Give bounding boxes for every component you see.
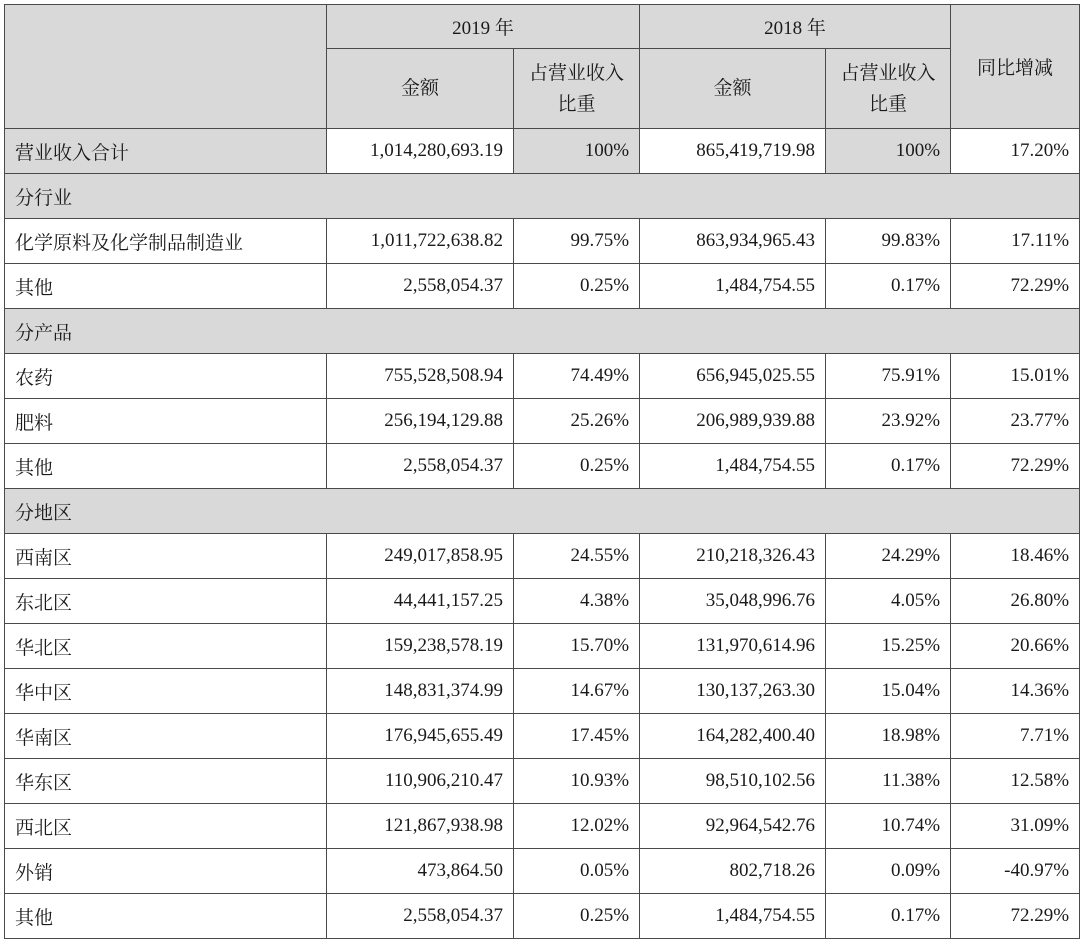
- table-row: [5, 399, 1080, 444]
- revenue-table: [4, 4, 1080, 939]
- row-amount-2019: 256,194,129.88: [327, 399, 514, 444]
- row-share-2018: 15.25%: [826, 624, 951, 669]
- header-amount-2018: 金额: [640, 49, 826, 129]
- row-amount-2018: 98,510,102.56: [640, 759, 826, 804]
- row-label: 其他: [5, 894, 327, 939]
- table-row: [5, 624, 1080, 669]
- table-row: [5, 669, 1080, 714]
- row-yoy: 72.29%: [951, 894, 1080, 939]
- row-amount-2019: 159,238,578.19: [327, 624, 514, 669]
- total-row: [5, 129, 1080, 174]
- row-label: 肥料: [5, 399, 327, 444]
- row-amount-2018: 210,218,326.43: [640, 534, 826, 579]
- total-share-2019: 100%: [514, 129, 640, 174]
- row-yoy: 20.66%: [951, 624, 1080, 669]
- row-yoy: 72.29%: [951, 264, 1080, 309]
- section-title: 分地区: [5, 489, 1080, 534]
- row-share-2019: 24.55%: [514, 534, 640, 579]
- table-row: [5, 219, 1080, 264]
- total-amount-2018: 865,419,719.98: [640, 129, 826, 174]
- row-share-2018: 0.17%: [826, 894, 951, 939]
- row-share-2019: 99.75%: [514, 219, 640, 264]
- row-yoy: -40.97%: [951, 849, 1080, 894]
- row-amount-2019: 110,906,210.47: [327, 759, 514, 804]
- row-yoy: 17.11%: [951, 219, 1080, 264]
- table-row: [5, 444, 1080, 489]
- row-amount-2019: 2,558,054.37: [327, 444, 514, 489]
- row-amount-2018: 164,282,400.40: [640, 714, 826, 759]
- row-amount-2018: 130,137,263.30: [640, 669, 826, 714]
- row-share-2019: 17.45%: [514, 714, 640, 759]
- row-amount-2018: 863,934,965.43: [640, 219, 826, 264]
- row-yoy: 7.71%: [951, 714, 1080, 759]
- row-amount-2019: 2,558,054.37: [327, 264, 514, 309]
- header-share-line2: 比重: [869, 93, 908, 115]
- row-amount-2018: 92,964,542.76: [640, 804, 826, 849]
- header-amount-2019: 金额: [327, 49, 514, 129]
- row-share-2019: 4.38%: [514, 579, 640, 624]
- row-share-2019: 0.05%: [514, 849, 640, 894]
- header-share-2018: [826, 49, 951, 129]
- total-yoy: 17.20%: [951, 129, 1080, 174]
- row-share-2018: 11.38%: [826, 759, 951, 804]
- row-share-2019: 25.26%: [514, 399, 640, 444]
- header-yoy: 同比增减: [951, 5, 1080, 129]
- row-amount-2018: 35,048,996.76: [640, 579, 826, 624]
- row-amount-2019: 755,528,508.94: [327, 354, 514, 399]
- table-row: [5, 894, 1080, 939]
- row-label: 化学原料及化学制品制造业: [5, 219, 327, 264]
- row-share-2019: 74.49%: [514, 354, 640, 399]
- table-row: [5, 804, 1080, 849]
- row-share-2018: 4.05%: [826, 579, 951, 624]
- header-share-line2: 比重: [557, 93, 596, 115]
- row-amount-2019: 1,011,722,638.82: [327, 219, 514, 264]
- header-share-2019: [514, 49, 640, 129]
- row-label: 华北区: [5, 624, 327, 669]
- section-title: 分行业: [5, 174, 1080, 219]
- row-amount-2019: 473,864.50: [327, 849, 514, 894]
- row-yoy: 15.01%: [951, 354, 1080, 399]
- row-share-2019: 14.67%: [514, 669, 640, 714]
- row-amount-2018: 1,484,754.55: [640, 894, 826, 939]
- row-amount-2018: 1,484,754.55: [640, 264, 826, 309]
- table-row: [5, 849, 1080, 894]
- row-share-2018: 75.91%: [826, 354, 951, 399]
- row-share-2018: 10.74%: [826, 804, 951, 849]
- row-yoy: 31.09%: [951, 804, 1080, 849]
- row-amount-2018: 656,945,025.55: [640, 354, 826, 399]
- row-label: 其他: [5, 264, 327, 309]
- total-share-2018: 100%: [826, 129, 951, 174]
- header-blank-cell: [5, 5, 327, 129]
- row-label: 华东区: [5, 759, 327, 804]
- table-row: [5, 354, 1080, 399]
- row-label: 东北区: [5, 579, 327, 624]
- row-share-2018: 0.17%: [826, 264, 951, 309]
- row-share-2018: 99.83%: [826, 219, 951, 264]
- total-label: 营业收入合计: [5, 129, 327, 174]
- row-yoy: 72.29%: [951, 444, 1080, 489]
- total-amount-2019: 1,014,280,693.19: [327, 129, 514, 174]
- row-label: 华中区: [5, 669, 327, 714]
- row-share-2018: 23.92%: [826, 399, 951, 444]
- header-share-line1: 占营业收入: [529, 62, 625, 84]
- table-row: [5, 579, 1080, 624]
- table-row: [5, 264, 1080, 309]
- row-share-2018: 0.17%: [826, 444, 951, 489]
- section-row-product: [5, 309, 1080, 354]
- row-share-2019: 0.25%: [514, 894, 640, 939]
- row-label: 华南区: [5, 714, 327, 759]
- row-yoy: 26.80%: [951, 579, 1080, 624]
- row-yoy: 18.46%: [951, 534, 1080, 579]
- row-share-2018: 24.29%: [826, 534, 951, 579]
- row-yoy: 12.58%: [951, 759, 1080, 804]
- row-label: 西南区: [5, 534, 327, 579]
- row-yoy: 14.36%: [951, 669, 1080, 714]
- row-share-2018: 15.04%: [826, 669, 951, 714]
- row-amount-2019: 2,558,054.37: [327, 894, 514, 939]
- header-year-2018: 2018 年: [640, 5, 951, 49]
- row-amount-2018: 1,484,754.55: [640, 444, 826, 489]
- table-row: [5, 759, 1080, 804]
- row-share-2019: 0.25%: [514, 444, 640, 489]
- row-amount-2019: 148,831,374.99: [327, 669, 514, 714]
- section-row-industry: [5, 174, 1080, 219]
- section-title: 分产品: [5, 309, 1080, 354]
- row-amount-2019: 249,017,858.95: [327, 534, 514, 579]
- row-share-2019: 12.02%: [514, 804, 640, 849]
- row-share-2019: 15.70%: [514, 624, 640, 669]
- row-label: 西北区: [5, 804, 327, 849]
- row-share-2018: 18.98%: [826, 714, 951, 759]
- row-amount-2018: 802,718.26: [640, 849, 826, 894]
- row-share-2019: 0.25%: [514, 264, 640, 309]
- header-share-line1: 占营业收入: [840, 62, 936, 84]
- row-share-2018: 0.09%: [826, 849, 951, 894]
- row-label: 其他: [5, 444, 327, 489]
- row-amount-2018: 131,970,614.96: [640, 624, 826, 669]
- table-row: [5, 714, 1080, 759]
- row-amount-2019: 44,441,157.25: [327, 579, 514, 624]
- row-amount-2019: 121,867,938.98: [327, 804, 514, 849]
- row-amount-2018: 206,989,939.88: [640, 399, 826, 444]
- row-share-2019: 10.93%: [514, 759, 640, 804]
- header-year-2019: 2019 年: [327, 5, 640, 49]
- row-yoy: 23.77%: [951, 399, 1080, 444]
- table-row: [5, 534, 1080, 579]
- row-amount-2019: 176,945,655.49: [327, 714, 514, 759]
- row-label: 农药: [5, 354, 327, 399]
- row-label: 外销: [5, 849, 327, 894]
- section-row-region: [5, 489, 1080, 534]
